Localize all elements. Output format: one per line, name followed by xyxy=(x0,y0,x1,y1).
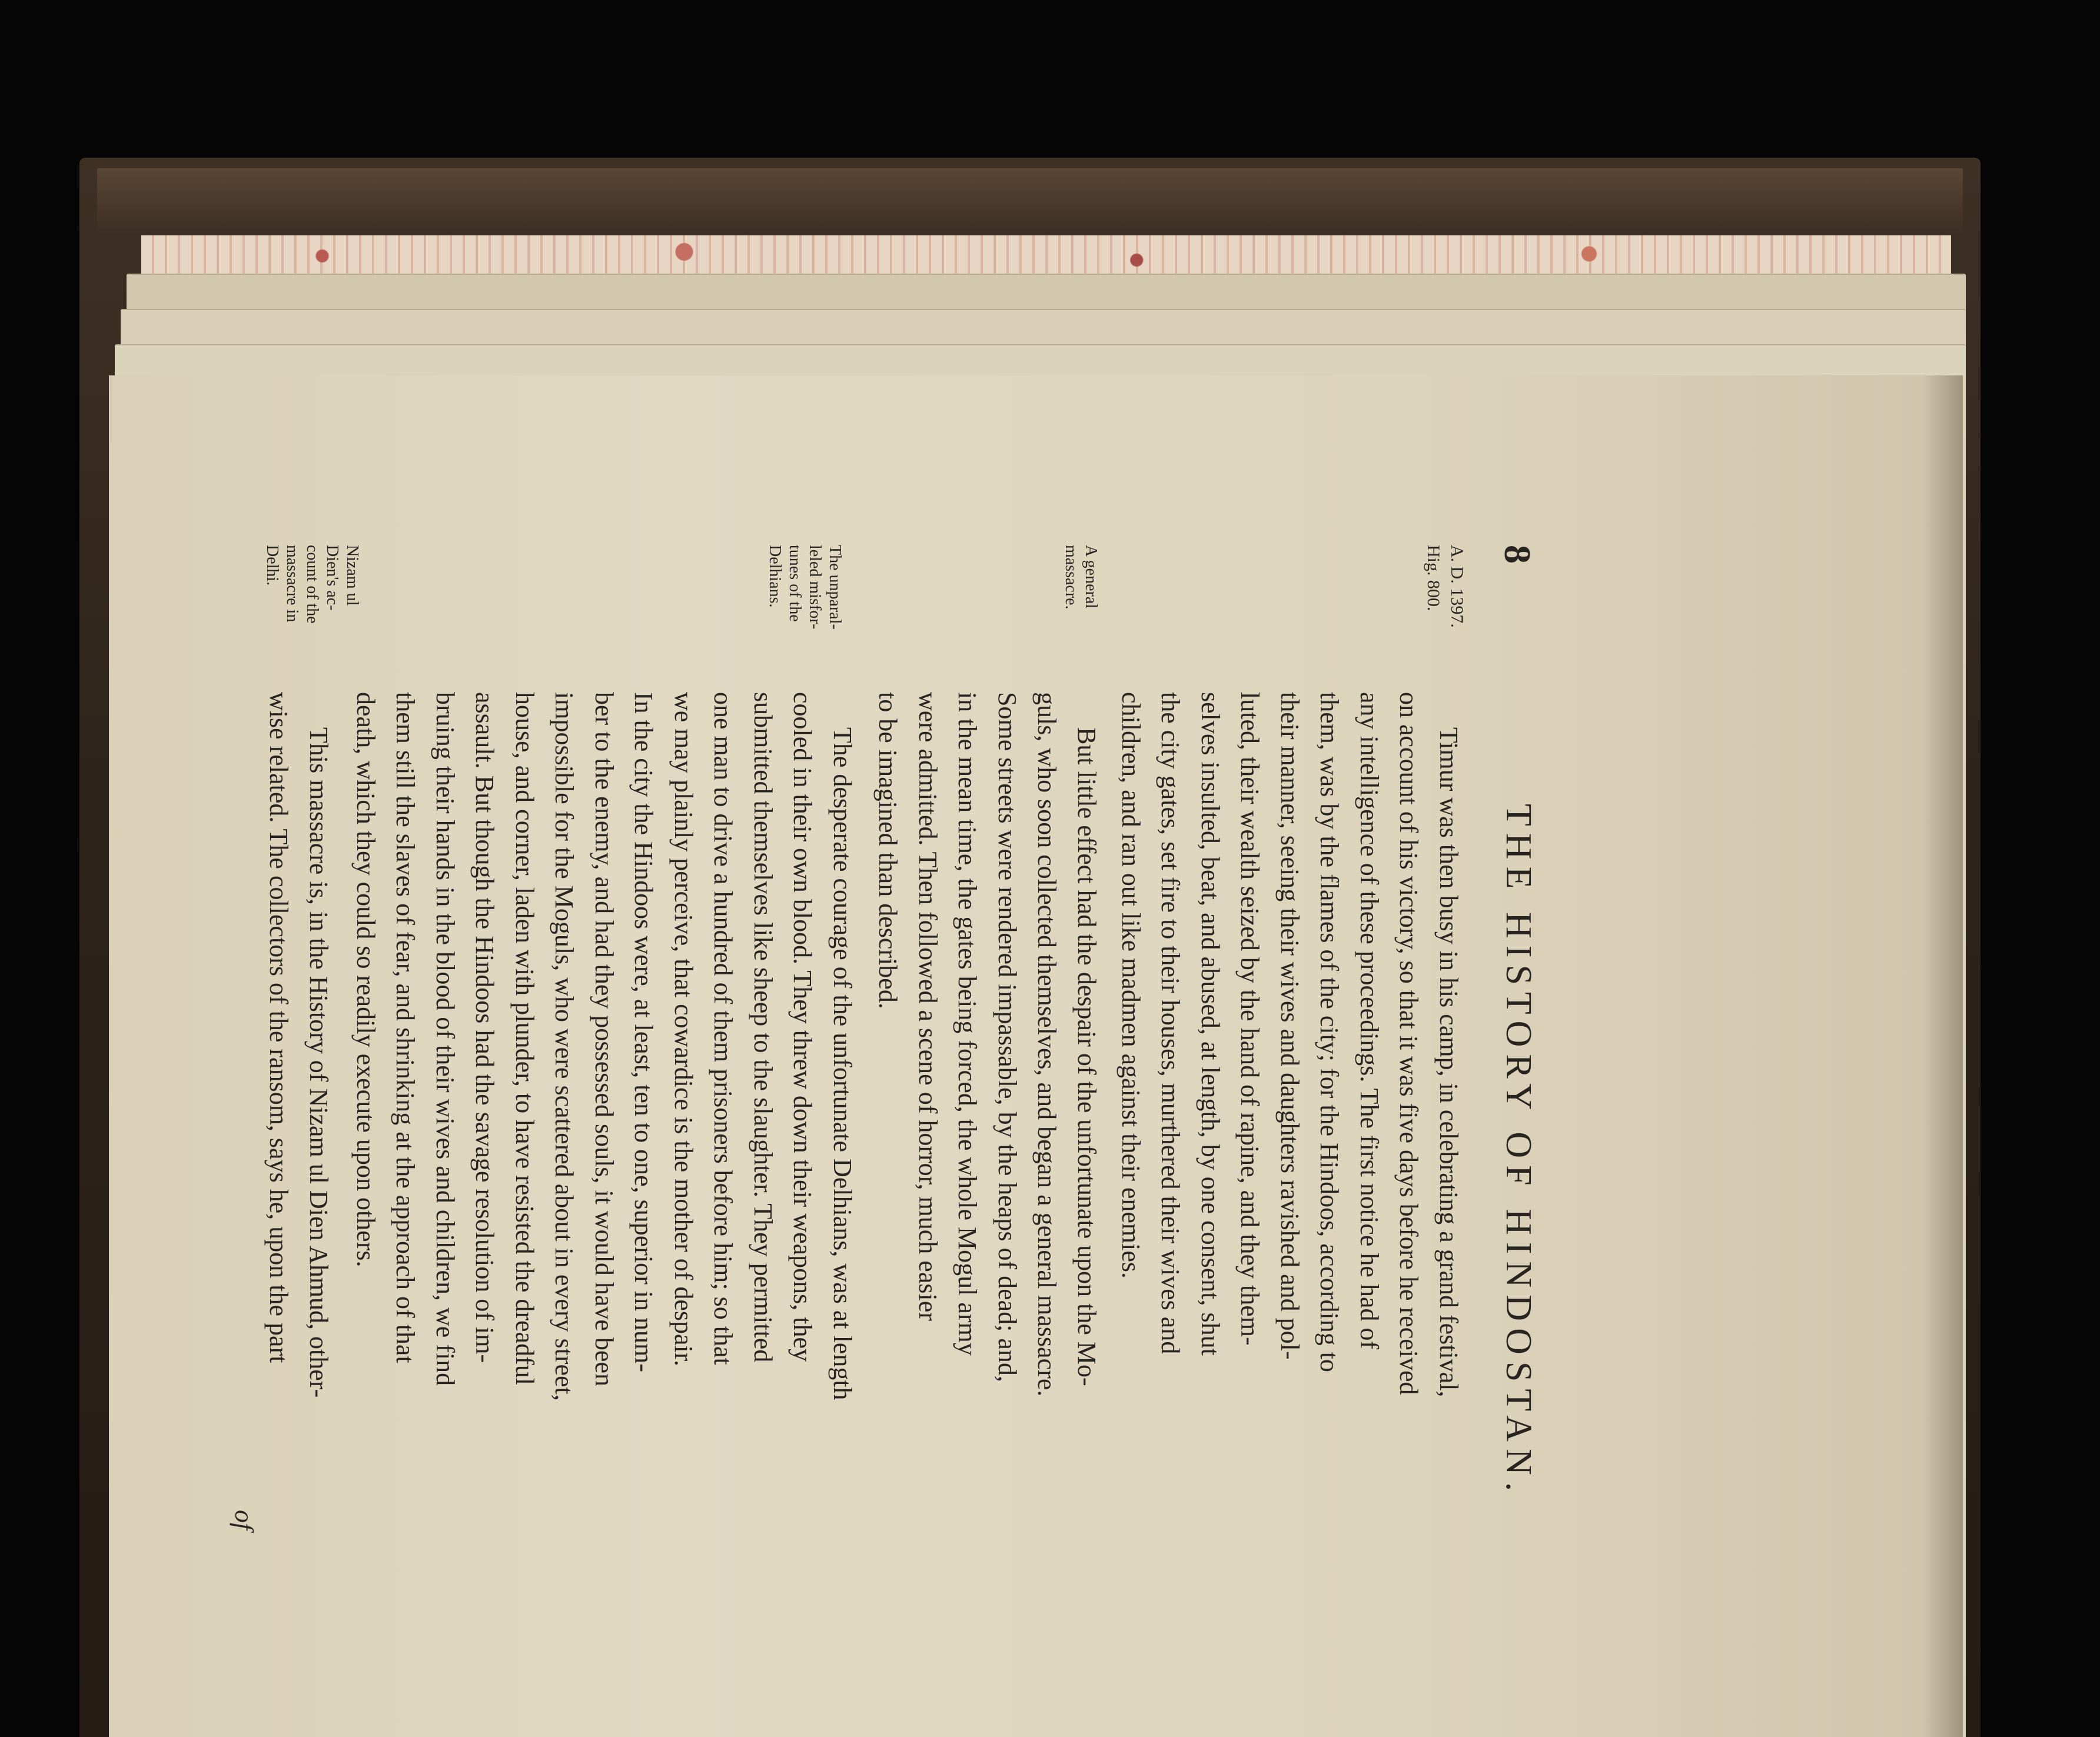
sidenote-line: massacre in xyxy=(283,545,301,623)
text-line: them still the slaves of fear, and shrinking at the approach of that xyxy=(391,692,420,1363)
text-line: one man to drive a hundred of them prisoners before him; so that xyxy=(709,692,738,1365)
page-header xyxy=(1480,545,1545,1604)
text-line: house, and corner, laden with plunder, to have resisted the dreadful xyxy=(510,692,539,1385)
text-line: children, and ran out like madmen against their enemies. xyxy=(1117,692,1145,1279)
paragraph-4 xyxy=(259,692,338,1563)
page-number: 8 xyxy=(1497,545,1539,564)
text-line: impossible for the Moguls, who were scattered about in every street, xyxy=(550,692,579,1401)
sidenote-line: Nizam ul xyxy=(343,545,361,606)
margin-date-line: Hig. 800. xyxy=(1424,545,1443,611)
paragraph-2 xyxy=(868,692,1107,1563)
margin-date-line: A. D. 1397. xyxy=(1447,545,1467,628)
text-line: Some streets were rendered impassable, by the heaps of dead; and, xyxy=(993,692,1022,1382)
catchword: of xyxy=(230,1510,258,1530)
text-line: In the city the Hindoos were, at least, ten to one, superior in num- xyxy=(629,692,659,1372)
sidenote-line: leled misfor- xyxy=(806,545,824,630)
text-line: This massacre is, in the History of Nizam ul Dien Ahmud, other- xyxy=(304,727,333,1398)
text-line: in the mean time, the gates being forced, the whole Mogul army xyxy=(953,692,982,1356)
text-line: cooled in their own blood. They threw down their weapons, they xyxy=(788,692,818,1362)
text-line: ber to the enemy, and had they possessed souls, it would have been xyxy=(590,692,619,1386)
text-line: any intelligence of these proceedings. The first notice he had of xyxy=(1355,692,1384,1350)
book-page xyxy=(109,375,1963,1737)
sidenote-nizam xyxy=(262,545,362,680)
paragraph-3 xyxy=(346,692,863,1563)
sidenote-massacre xyxy=(1061,545,1101,680)
sidenote-line: count of the xyxy=(303,545,321,624)
paragraph-1 xyxy=(1111,692,1469,1563)
text-line: The desperate courage of the unfortunate Delhians, was at length xyxy=(828,727,857,1400)
text-line: guls, who soon collected themselves, and began a general massacre. xyxy=(1032,692,1062,1397)
text-line: luted, their wealth seized by the hand of rapine, and they them- xyxy=(1235,692,1265,1346)
text-line: assault. But though the Hindoos had the savage resolution of im- xyxy=(470,692,500,1363)
book-cover-edge xyxy=(97,168,1963,233)
sidenote-line: The unparal- xyxy=(826,545,844,630)
margin-date xyxy=(1421,545,1468,680)
text-line: to be imagined than described. xyxy=(873,692,903,1009)
text-line: bruing their hands in the blood of their wives and children, we find xyxy=(431,692,460,1386)
text-line: selves insulted, beat, and abused, at length, by one consent, shut xyxy=(1196,692,1225,1356)
sidenote-line: Delhians. xyxy=(766,545,784,608)
sidenote-line: Delhi. xyxy=(263,545,281,586)
text-line: on account of his victory, so that it was five days before he received xyxy=(1394,692,1424,1395)
text-line: But little effect had the despair of the unfortunate upon the Mo- xyxy=(1072,727,1101,1386)
marbled-endpaper xyxy=(141,235,1951,277)
sidenote-misfortunes xyxy=(765,545,845,680)
text-line: the city gates, set fire to their houses, murthered their wives and xyxy=(1156,692,1185,1355)
text-line: them, was by the flames of the city; for the Hindoos, according to xyxy=(1315,692,1344,1372)
rotated-text-block xyxy=(191,545,1545,1604)
sidenote-line: Dien's ac- xyxy=(323,545,341,611)
sidenote-line: A general xyxy=(1082,545,1100,609)
page-gutter-shadow xyxy=(1922,375,1963,1737)
text-line: were admitted. Then followed a scene of horror, much easier xyxy=(913,692,942,1321)
text-line: wise related. The collectors of the ransom, says he, upon the part xyxy=(264,692,294,1363)
text-line: Timur was then busy in his camp, in celebrating a grand festival, xyxy=(1434,727,1463,1397)
text-line: we may plainly perceive, that cowardice is the mother of despair. xyxy=(669,692,698,1367)
running-title: THE HISTORY OF HINDOSTAN. xyxy=(1498,804,1539,1499)
text-line: death, which they could so readily execute upon others. xyxy=(351,692,380,1267)
text-line: their manner, seeing their wives and daughters ravished and pol- xyxy=(1275,692,1304,1360)
sidenote-line: tunes of the xyxy=(786,545,804,622)
sidenote-line: massacre. xyxy=(1062,545,1080,610)
text-line: submitted themselves like sheep to the slaughter. They permitted xyxy=(749,692,777,1363)
